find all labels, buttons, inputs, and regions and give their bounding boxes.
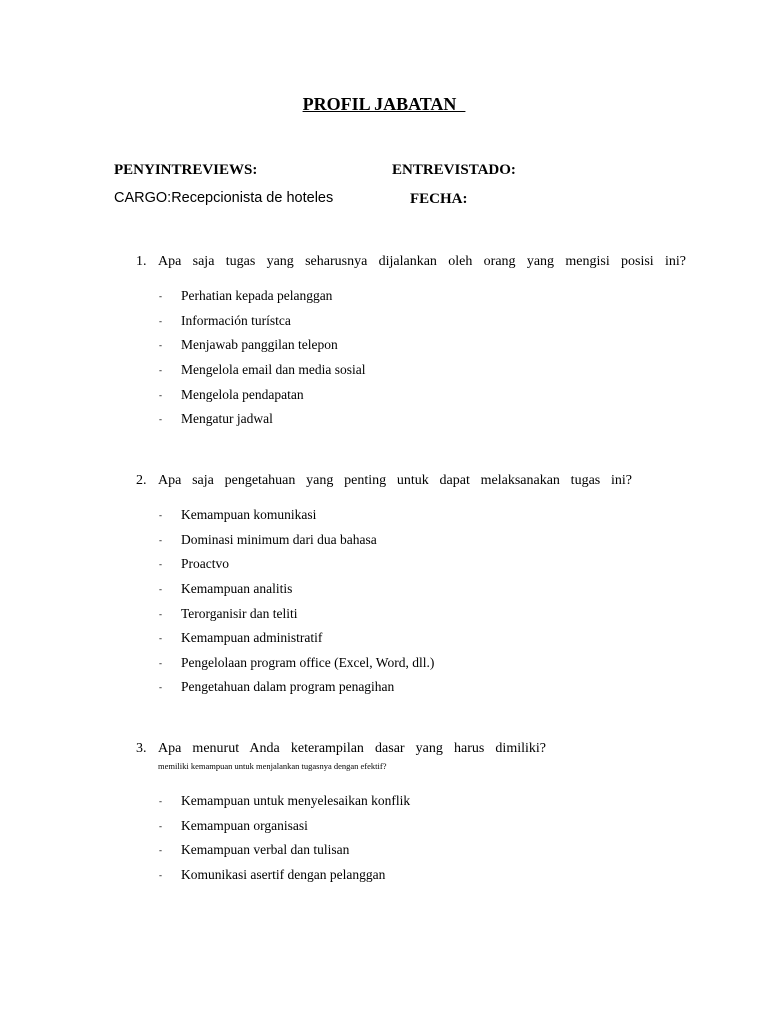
answer-list-2 <box>158 503 434 700</box>
dash-bullet: - <box>159 510 162 521</box>
answer-list-3 <box>158 789 410 887</box>
cargo-value: Recepcionista de hoteles <box>171 190 334 206</box>
dash-bullet: - <box>159 315 162 326</box>
question-1 <box>136 254 686 270</box>
interviewer-label: PENYINTREVIEWS: <box>114 162 258 178</box>
document-title: PROFIL JABATAN <box>302 94 466 114</box>
list-item: - Kemampuan untuk menyelesaikan konflik <box>159 793 411 809</box>
list-item: - Pengetahuan dalam program penagihan <box>159 679 395 695</box>
list-item: - Komunikasi asertif dengan pelanggan <box>159 867 386 883</box>
dash-bullet: - <box>159 534 162 545</box>
answer-list-1 <box>158 284 365 432</box>
interviewee-label: ENTREVISTADO: <box>392 162 516 178</box>
question-note: memiliki kemampuan untuk menjalankan tugasnya dengan efektif? <box>158 761 387 771</box>
question-2 <box>136 473 632 489</box>
dash-bullet: - <box>159 608 162 619</box>
dash-bullet: - <box>159 584 162 595</box>
list-item: - Mengelola pendapatan <box>159 386 304 402</box>
list-item: - Kemampuan analitis <box>159 581 293 597</box>
cargo-line <box>114 190 333 206</box>
dash-bullet: - <box>159 870 162 881</box>
dash-bullet: - <box>159 820 162 831</box>
list-item: - Pengelolaan program office (Excel, Word, dll.) <box>159 654 435 670</box>
list-item: - Kemampuan organisasi <box>159 817 308 833</box>
date-label: FECHA: <box>410 191 468 207</box>
dash-bullet: - <box>159 845 162 856</box>
dash-bullet: - <box>159 633 162 644</box>
question-text: Apa saja pengetahuan yang penting untuk dapat melaksanakan tugas ini? <box>158 473 632 488</box>
dash-bullet: - <box>159 389 162 400</box>
dash-bullet: - <box>159 682 162 693</box>
question-text: Apa saja tugas yang seharusnya dijalankan oleh orang yang mengisi posisi ini? <box>158 254 686 269</box>
list-item: - Mengatur jadwal <box>159 411 273 427</box>
question-3 <box>136 741 546 757</box>
dash-bullet: - <box>159 340 162 351</box>
list-item: - Terorganisir dan teliti <box>159 605 298 621</box>
question-number: 3. <box>136 741 147 756</box>
list-item: - Mengelola email dan media sosial <box>159 362 366 378</box>
list-item: - Kemampuan verbal dan tulisan <box>159 842 350 858</box>
dash-bullet: - <box>159 291 162 302</box>
question-number: 1. <box>136 254 147 269</box>
cargo-label: CARGO: <box>114 190 172 206</box>
question-text: Apa menurut Anda keterampilan dasar yang harus dimiliki? <box>158 741 546 756</box>
list-item: - Proactvo <box>159 556 229 572</box>
dash-bullet: - <box>159 365 162 376</box>
question-number: 2. <box>136 473 147 488</box>
list-item: - Dominasi minimum dari dua bahasa <box>159 531 377 547</box>
list-item: - Información turístca <box>159 312 291 328</box>
list-item: - Perhatian kepada pelanggan <box>159 288 333 304</box>
list-item: - Kemampuan administratif <box>159 630 323 646</box>
list-item: - Kemampuan komunikasi <box>159 507 317 523</box>
dash-bullet: - <box>159 657 162 668</box>
dash-bullet: - <box>159 796 162 807</box>
dash-bullet: - <box>159 414 162 425</box>
dash-bullet: - <box>159 559 162 570</box>
list-item: - Menjawab panggilan telepon <box>159 337 338 353</box>
